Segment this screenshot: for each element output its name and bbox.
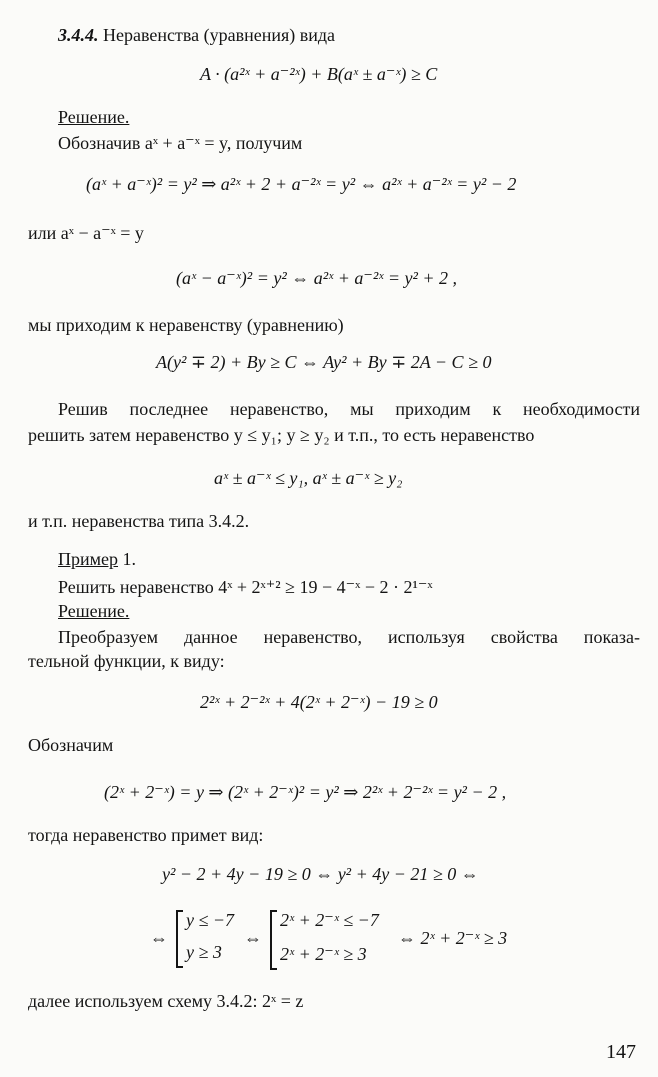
equation-bounds: aˣ ± a⁻ˣ ≤ y₁, aˣ ± a⁻ˣ ≥ y₂ <box>214 468 403 488</box>
transform-line-2: тельной функции, к виду: <box>28 651 225 671</box>
equation-y-quadratic: y² − 2 + 4y − 19 ≥ 0 ⇔ y² + 4y − 21 ≥ 0 ⇔ <box>162 864 479 884</box>
example-solution-heading: Решение. <box>58 601 130 621</box>
reference-text: и т.п. неравенства типа 3.4.2. <box>28 511 250 531</box>
system-result: ⇔ 2ˣ + 2⁻ˣ ≥ 3 <box>398 928 508 948</box>
equivalence-arrow-1: ⇔ <box>150 928 168 948</box>
system1-row2: y ≥ 3 <box>186 942 222 962</box>
then-text: тогда неравенство примет вид: <box>28 825 264 845</box>
example-task: Решить неравенство 4ˣ + 2ˣ⁺² ≥ 19 − 4⁻ˣ − 2 · 2¹⁻ˣ <box>58 577 433 597</box>
equation-substitution: (2ˣ + 2⁻ˣ) = y ⇒ (2ˣ + 2⁻ˣ)² = y² ⇒ 2²ˣ + 2⁻²ˣ = y² − 2 , <box>104 782 507 802</box>
page-number: 147 <box>606 1041 636 1063</box>
equivalence-arrow-2: ⇔ <box>244 928 262 948</box>
system2-row2: 2ˣ + 2⁻ˣ ≥ 3 <box>280 944 367 964</box>
section-formula: A · (a²ˣ + a⁻²ˣ) + B(aˣ ± a⁻ˣ) ≥ C <box>200 64 438 84</box>
equation-sum-square: (aˣ + a⁻ˣ)² = y² ⇒ a²ˣ + 2 + a⁻²ˣ = y² ⇔ a²ˣ + a⁻²ˣ = y² − 2 <box>86 174 517 194</box>
solution-heading: Решение. <box>58 107 130 127</box>
example-number: 1. <box>118 549 137 569</box>
equation-difference-square: (aˣ − a⁻ˣ)² = y² ⇔ a²ˣ + a⁻²ˣ = y² + 2 , <box>176 268 458 288</box>
paragraph-line-1: Решив последнее неравенство, мы приходим к необходимости <box>58 399 640 419</box>
paragraph-line-2: решить затем неравенство y ≤ y₁; y ≥ y₂ и т.п., то есть неравенство <box>28 425 535 445</box>
system2-row1: 2ˣ + 2⁻ˣ ≤ −7 <box>280 910 379 930</box>
section-number: 3.4.4. <box>58 25 99 45</box>
example-label: Пример <box>58 549 119 569</box>
equation-quadratic-form: A(y² ∓ 2) + By ≥ C ⇔ Ay² + By ∓ 2A − C ≥ 0 <box>156 352 492 372</box>
bracket-left-1 <box>176 910 183 968</box>
section-heading <box>58 24 335 46</box>
arrive-text: мы приходим к неравенству (уравнению) <box>28 315 344 335</box>
denote-text: Обозначим <box>28 735 114 755</box>
transform-line-1: Преобразуем данное неравенство, используя свойства показа- <box>58 627 640 647</box>
substitution-intro: Обозначив aˣ + a⁻ˣ = y, получим <box>58 133 303 153</box>
equation-transformed: 2²ˣ + 2⁻²ˣ + 4(2ˣ + 2⁻ˣ) − 19 ≥ 0 <box>200 692 438 712</box>
next-step-text: далее используем схему 3.4.2: 2ˣ = z <box>28 991 304 1011</box>
example-heading <box>58 548 136 570</box>
alternative-substitution: или aˣ − a⁻ˣ = y <box>28 223 144 243</box>
section-title: Неравенства (уравнения) вида <box>103 25 336 45</box>
bracket-left-2 <box>270 910 277 970</box>
system1-row1: y ≤ −7 <box>186 910 235 930</box>
